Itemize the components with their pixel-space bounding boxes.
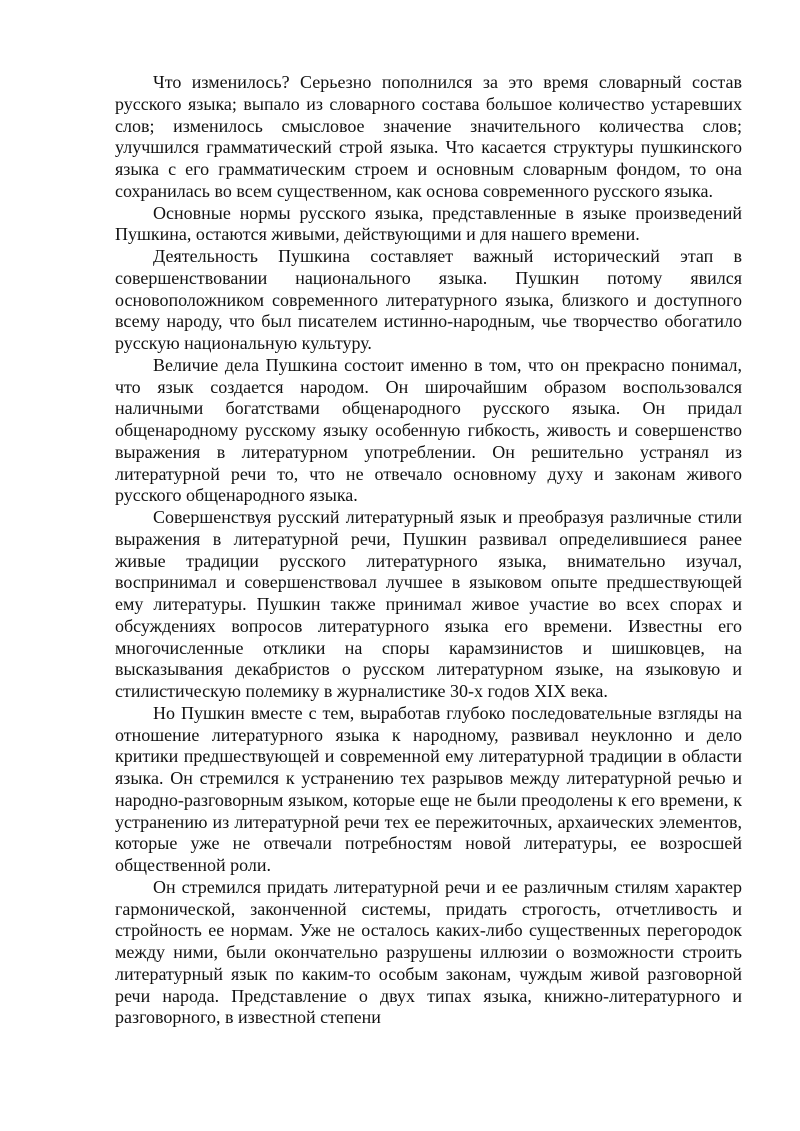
paragraph-3: Деятельность Пушкина составляет важный исторический этап в совершенствовании национального языка. Пушкин потому явился основоположником современного литературного языка, близкого и доступного всему народу, что был писателем истинно-народным, чье творчество обогатило русскую национальную культуру. bbox=[115, 246, 742, 353]
paragraph-4: Величие дела Пушкина состоит именно в том, что он прекрасно понимал, что язык создается народом. Он широчайшим образом воспользовался наличными богатствами общенародного русского языка. Он придал общенародному русскому языку особенную гибкость, живость и совершенство выражения в литературном употреблении. Он решительно устранял из литературной речи то, что не отвечало основному духу и законам живого русского общенародного языка. bbox=[115, 354, 742, 506]
paragraph-2: Основные нормы русского языка, представленные в языке произведений Пушкина, остаются живыми, действующими и для нашего времени. bbox=[115, 202, 742, 245]
paragraph-7: Он стремился придать литературной речи и ее различным стилям характер гармонической, законченной системы, придать строгость, отчетливость и стройность ее нормам. Уже не осталось каких-либо существенных перегородок между ними, были окончательно разрушены иллюзии о возможности строить литературный язык по каким-то особым законам, чуждым живой разговорной речи народа. Представление о двух типах языка, книжно-литературного и разговорного, в известной степени bbox=[115, 876, 742, 1028]
paragraph-6: Но Пушкин вместе с тем, выработав глубоко последовательные взгляды на отношение литературного языка к народному, развивал неуклонно и дело критики предшествующей и современной ему литературной традиции в области языка. Он стремился к устранению тех разрывов между литературной речью и народно-разговорным языком, которые еще не были преодолены к его времени, к устранению из литературной речи тех ее пережиточных, архаических элементов, которые уже не отвечали потребностям новой литературы, ее возросшей общественной роли. bbox=[115, 702, 742, 875]
paragraph-1: Что изменилось? Серьезно пополнился за это время словарный состав русского языка; выпало из словарного состава большое количество устаревших слов; изменилось смысловое значение значительного количества слов; улучшился грамматический строй языка. Что касается структуры пушкинского языка с его грамматическим строем и основным словарным фондом, то она сохранилась во всем существенном, как основа современного русского языка. bbox=[115, 72, 742, 201]
paragraph-5: Совершенствуя русский литературный язык и преобразуя различные стили выражения в литературной речи, Пушкин развивал определившиеся ранее живые традиции русского литературного языка, внимательно изучал, воспринимал и совершенствовал лучшее в языковом опыте предшествующей ему литературы. Пушкин также принимал живое участие во всех спорах и обсуждениях вопросов литературного языка его времени. Известны его многочисленные отклики на споры карамзинистов и шишковцев, на высказывания декабристов о русском литературном языке, на языковую и стилистическую полемику в журналистике 30-х годов XIX века. bbox=[115, 507, 742, 701]
document-page bbox=[115, 72, 742, 1029]
